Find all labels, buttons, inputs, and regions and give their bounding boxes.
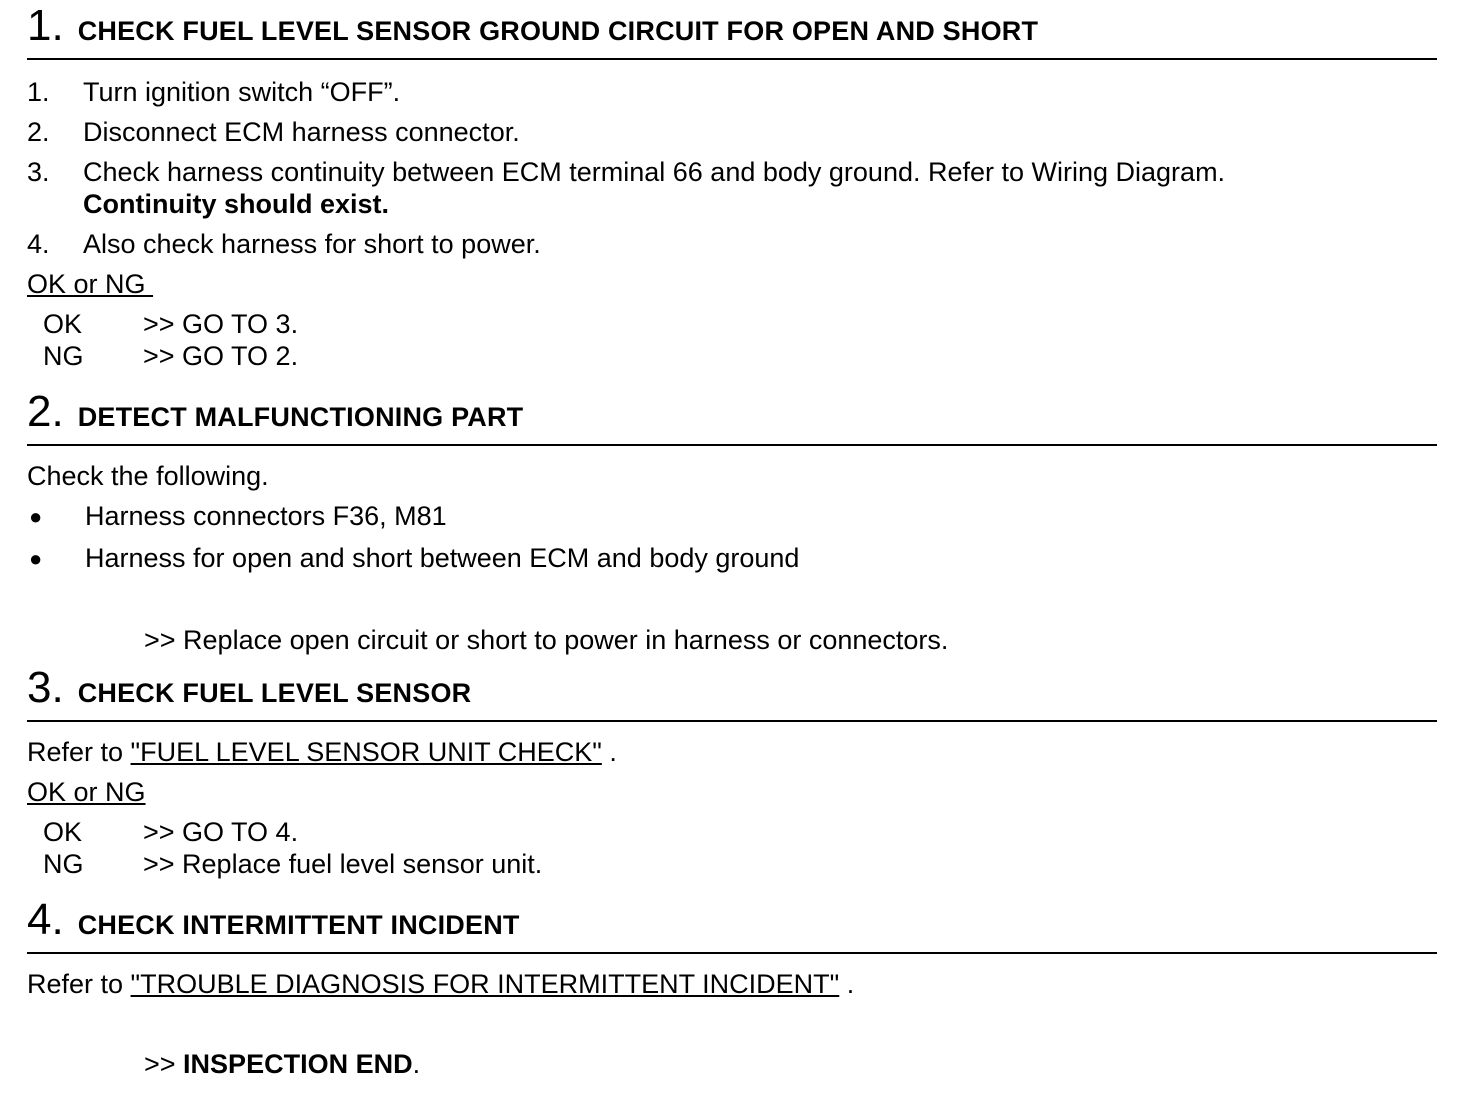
step-number: 2. — [27, 387, 64, 436]
result-ng: NG >> GO TO 2. — [43, 341, 299, 371]
ok-ng-label: OK or NG — [27, 269, 146, 299]
step-header — [27, 663, 1437, 722]
reference-link[interactable]: "FUEL LEVEL SENSOR UNIT CHECK" — [130, 737, 602, 767]
inspection-end: >> INSPECTION END. — [144, 1049, 421, 1079]
step-number: 4. — [27, 895, 64, 944]
list-item: 4. Also check harness for short to power. — [27, 229, 541, 259]
step-title: CHECK FUEL LEVEL SENSOR — [77, 678, 472, 708]
step-1 — [27, 1, 1437, 372]
step-3 — [27, 663, 1437, 880]
step-title: CHECK FUEL LEVEL SENSOR GROUND CIRCUIT FOR OPEN AND SHORT — [77, 16, 1039, 46]
step-title: DETECT MALFUNCTIONING PART — [77, 402, 524, 432]
step-number: 1. — [27, 1, 64, 50]
step-number: 3. — [27, 663, 64, 712]
requirement-text: Continuity should exist. — [83, 189, 390, 219]
list-item: ● Harness for open and short between ECM and body ground — [27, 542, 1437, 576]
step-header — [27, 387, 1437, 446]
step-4 — [27, 895, 1437, 1080]
list-item: 3. Check harness continuity between ECM terminal 66 and body ground. Refer to Wiring Diagram. Continuity should exist. — [27, 157, 1226, 219]
step-title: CHECK INTERMITTENT INCIDENT — [77, 910, 520, 940]
result-ok: OK >> GO TO 4. — [43, 817, 299, 847]
list-item: 2. Disconnect ECM harness connector. — [27, 117, 520, 147]
procedure-page — [27, 0, 1437, 1080]
step-2 — [27, 387, 1437, 656]
result-ok: OK >> GO TO 3. — [43, 309, 299, 339]
step-action: >> Replace open circuit or short to power in harness or connectors. — [144, 625, 949, 655]
list-item: 1. Turn ignition switch “OFF”. — [27, 77, 401, 107]
refer-line: Refer to "TROUBLE DIAGNOSIS FOR INTERMITTENT INCIDENT" . — [27, 969, 855, 999]
step-intro: Check the following. — [27, 461, 269, 491]
bullet-icon: ● — [29, 546, 43, 571]
refer-line: Refer to "FUEL LEVEL SENSOR UNIT CHECK" . — [27, 737, 617, 767]
ok-ng-label: OK or NG — [27, 777, 146, 807]
list-item: ● Harness connectors F36, M81 — [27, 500, 1437, 534]
bullet-icon: ● — [29, 504, 43, 529]
step-header — [27, 895, 1437, 954]
step-header — [27, 1, 1437, 60]
result-ng: NG >> Replace fuel level sensor unit. — [43, 849, 543, 879]
reference-link[interactable]: "TROUBLE DIAGNOSIS FOR INTERMITTENT INCIDENT" — [130, 969, 840, 999]
